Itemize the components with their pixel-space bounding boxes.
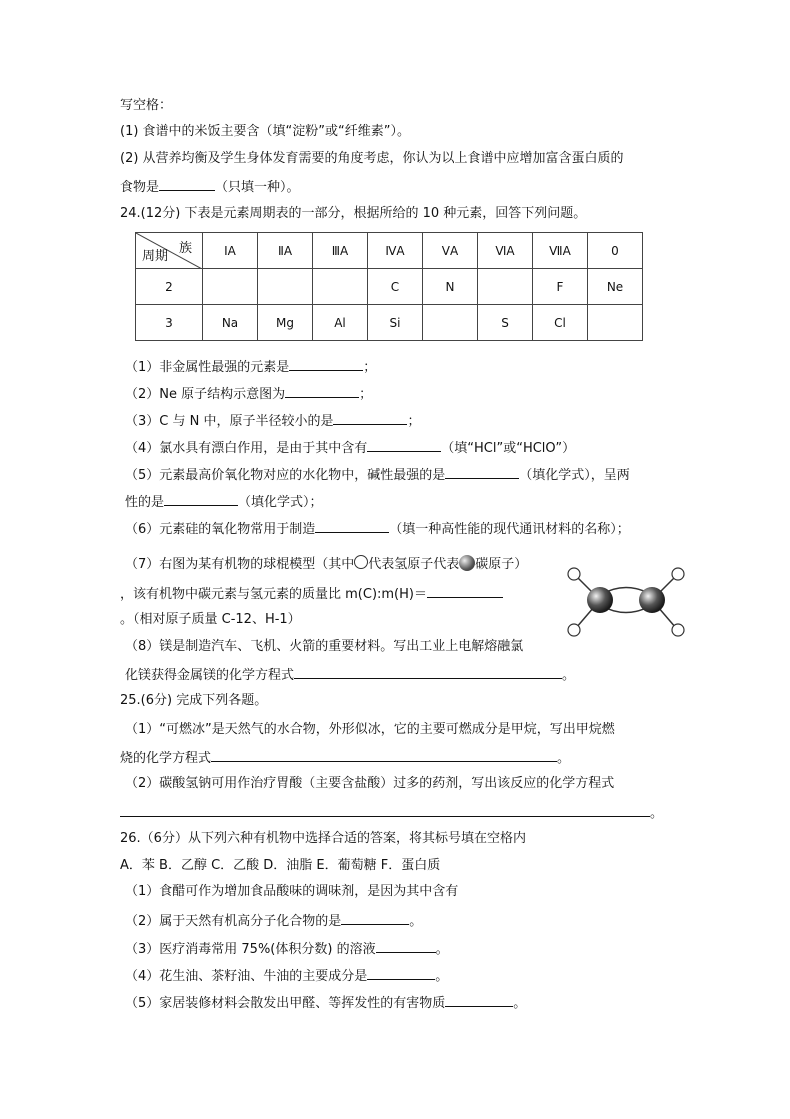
text-line: (2) 从营养均衡及学生身体发育需要的角度考虑，你认为以上食谱中应增加富含蛋白质的: [120, 151, 624, 166]
text-line: （2）碳酸氢钠可用作治疗胃酸（主要含盐酸）过多的药剂，写出该反应的化学方程式: [125, 776, 615, 791]
period-header-label: 周期: [142, 249, 169, 264]
text-line: [120, 176, 300, 198]
text-line: [125, 491, 323, 513]
answer-blank[interactable]: [445, 992, 513, 1007]
text-line: 写空格：: [120, 98, 173, 113]
text-line: [125, 910, 422, 932]
text-line: [125, 664, 575, 686]
text-part: （5）元素最高价氧化物对应的水化物中，碱性最强的是: [125, 468, 446, 483]
answer-blank[interactable]: [367, 437, 441, 452]
question-26-title: 26.（6分）从下列六种有机物中选择合适的答案，将其标号填在空格内: [120, 831, 526, 846]
text-part: （4）氯水具有漂白作用，是由于其中含有: [125, 441, 368, 456]
element-cell: N: [423, 269, 478, 305]
text-line: （1）“可燃冰”是天然气的水合物，外形似冰，它的主要可燃成分是甲烷，写出甲烷燃: [125, 722, 615, 737]
element-cell: [478, 269, 533, 305]
element-cell: Si: [368, 305, 423, 341]
answer-blank[interactable]: [294, 664, 562, 679]
answer-blank[interactable]: [285, 383, 359, 398]
answer-blank[interactable]: [376, 938, 436, 953]
answer-blank[interactable]: [159, 176, 215, 191]
carbon-atom-icon: [459, 555, 475, 571]
text-part: （填化学式），呈两: [519, 468, 630, 483]
text-part: （3）医疗消毒常用 75%(体积分数) 的溶液: [125, 942, 376, 957]
text-line: （1）食醋可作为增加食品酸味的调味剂，是因为其中含有: [125, 884, 459, 899]
text-part: （1）非金属性最强的元素是: [125, 360, 290, 375]
table-row: [136, 269, 643, 305]
text-part: 。: [650, 806, 664, 821]
text-part: （2）Ne 原子结构示意图为: [125, 387, 286, 402]
text-part: ；: [359, 387, 373, 402]
text-part: 。: [557, 751, 571, 766]
group-header: 0: [588, 233, 643, 269]
text-part: （3）C 与 N 中，原子半径较小的是: [125, 414, 334, 429]
text-line: [120, 583, 503, 605]
group-header: ⅢA: [313, 233, 368, 269]
element-cell: [588, 305, 643, 341]
answer-blank[interactable]: [120, 802, 650, 817]
text-line: (1) 食谱中的米饭主要含（填“淀粉”或“纤维素”）。: [120, 124, 410, 139]
group-header: ⅦA: [533, 233, 588, 269]
answer-blank[interactable]: [427, 583, 503, 598]
text-part: ，该有机物中碳元素与氢元素的质量比 m(C):m(H)＝: [120, 587, 427, 602]
group-header-label: 族: [178, 241, 192, 256]
text-part: 。: [513, 996, 527, 1011]
text-part: ；: [363, 360, 377, 375]
ball-and-stick-model: [560, 562, 700, 642]
text-line: [120, 747, 570, 769]
group-header: ⅣA: [368, 233, 423, 269]
text-line: [125, 938, 449, 960]
text-line: [125, 464, 630, 486]
element-cell: [258, 269, 313, 305]
element-cell: Na: [203, 305, 258, 341]
element-cell: Ne: [588, 269, 643, 305]
text-part: （5）家居装修材料会散发出甲醛、等挥发性的有害物质: [125, 996, 446, 1011]
element-cell: Al: [313, 305, 368, 341]
text-part: （2）属于天然有机高分子化合物的是: [125, 914, 342, 929]
text-line: （8）镁是制造汽车、飞机、火箭的重要材料。写出工业上电解熔融氯: [125, 639, 524, 654]
text-line: [125, 555, 527, 575]
group-header: ⅤA: [423, 233, 478, 269]
text-part: （6）元素硅的氧化物常用于制造: [125, 522, 316, 537]
text-part: （4）花生油、茶籽油、牛油的主要成分是: [125, 969, 368, 984]
element-cell: Mg: [258, 305, 313, 341]
text-part: 性的是: [125, 495, 165, 510]
hydrogen-atom-icon: [354, 555, 368, 569]
text-part: 。: [562, 668, 576, 683]
element-cell: F: [533, 269, 588, 305]
text-part: （填“HCl”或“HClO”）: [441, 441, 576, 456]
text-part: （填化学式）；: [238, 495, 323, 510]
text-line: 。（相对原子质量 C-12、H-1）: [120, 612, 301, 627]
text-part: （填一种高性能的现代通讯材料的名称）；: [389, 522, 630, 537]
text-part: 烧的化学方程式: [120, 751, 212, 766]
text-part: 代表氢原子代表: [368, 557, 460, 572]
element-cell: [423, 305, 478, 341]
text-line: [120, 802, 663, 824]
answer-blank[interactable]: [333, 410, 407, 425]
answer-blank[interactable]: [315, 518, 389, 533]
group-header: ⅡA: [258, 233, 313, 269]
answer-blank[interactable]: [445, 464, 519, 479]
element-cell: Cl: [533, 305, 588, 341]
element-cell: C: [368, 269, 423, 305]
group-header: ⅥA: [478, 233, 533, 269]
text-part: ；: [407, 414, 421, 429]
group-header: ⅠA: [203, 233, 258, 269]
text-part: 食物是: [120, 180, 160, 195]
text-line: [125, 410, 421, 432]
answer-blank[interactable]: [211, 747, 557, 762]
answer-blank[interactable]: [341, 910, 409, 925]
periodic-table: [135, 232, 643, 341]
options-line: A．苯 B．乙醇 C．乙酸 D．油脂 E．葡萄糖 F．蛋白质: [120, 858, 441, 873]
period-cell: 2: [136, 269, 203, 305]
table-header-corner: [136, 233, 203, 269]
text-line: [125, 356, 376, 378]
text-part: 。: [435, 942, 449, 957]
text-line: [125, 992, 526, 1014]
text-part: 。: [435, 969, 449, 984]
text-part: 化镁获得金属镁的化学方程式: [125, 668, 295, 683]
answer-blank[interactable]: [289, 356, 363, 371]
text-line: [125, 383, 372, 405]
answer-blank[interactable]: [367, 965, 435, 980]
question-25-title: 25.(6分) 完成下列各题。: [120, 693, 268, 708]
element-cell: S: [478, 305, 533, 341]
element-cell: [313, 269, 368, 305]
text-part: （7）右图为某有机物的球棍模型（其中: [125, 557, 355, 572]
text-line: [125, 518, 630, 540]
text-part: （只填一种）。: [215, 180, 300, 195]
question-24-title: 24.(12分) 下表是元素周期表的一部分，根据所给的 10 种元素，回答下列问题。: [120, 206, 587, 221]
text-part: 碳原子）: [475, 557, 528, 572]
text-part: 。: [409, 914, 423, 929]
text-line: [125, 965, 448, 987]
period-cell: 3: [136, 305, 203, 341]
text-line: [125, 437, 575, 459]
answer-blank[interactable]: [164, 491, 238, 506]
element-cell: [203, 269, 258, 305]
table-row: [136, 305, 643, 341]
